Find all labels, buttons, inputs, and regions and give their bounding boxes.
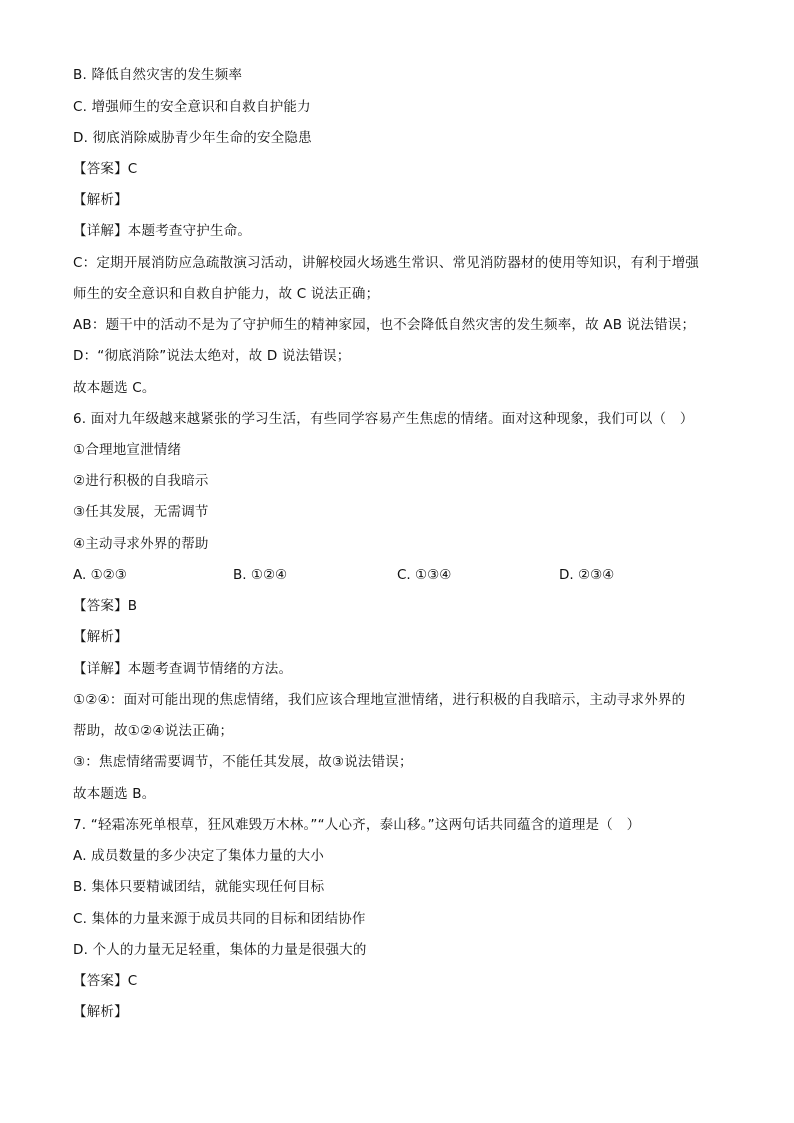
q6-item-4: ④主动寻求外界的帮助 <box>73 536 209 552</box>
q7-option-b: B. 集体只要精诚团结，就能实现任何目标 <box>73 879 325 895</box>
q5-detail-line-1: C：定期开展消防应急疏散演习活动，讲解校园火场逃生常识、常见消防器材的使用等知识，有利于增强 <box>73 255 700 271</box>
q6-detail-line-3: ③：焦虑情绪需要调节，不能任其发展，故③说法错误； <box>73 754 413 770</box>
q5-option-d: D. 彻底消除威胁青少年生命的安全隐患 <box>73 130 312 146</box>
q6-option-d: D. ②③④ <box>559 567 615 583</box>
q7-option-c: C. 集体的力量来源于成员共同的目标和团结协作 <box>73 911 366 927</box>
q5-conclusion: 故本题选 C。 <box>73 380 156 396</box>
q5-detail-line-3: AB：题干中的活动不是为了守护师生的精神家园，也不会降低自然灾害的发生频率，故 AB 说法错误； <box>73 317 696 333</box>
q5-option-c: C. 增强师生的安全意识和自救自护能力 <box>73 99 311 115</box>
q6-detail-line-2: 帮助，故①②④说法正确； <box>73 723 234 739</box>
q6-conclusion: 故本题选 B。 <box>73 786 156 802</box>
q7-option-a: A. 成员数量的多少决定了集体力量的大小 <box>73 848 325 864</box>
q7-analysis-heading: 【解析】 <box>73 1004 128 1020</box>
q6-option-c: C. ①③④ <box>397 567 452 583</box>
q6-item-3: ③任其发展，无需调节 <box>73 504 209 520</box>
q5-option-b: B. 降低自然灾害的发生频率 <box>73 67 243 83</box>
q6-answer: 【答案】B <box>73 598 138 614</box>
q5-detail-line-2: 师生的安全意识和自救自护能力，故 C 说法正确； <box>73 286 380 302</box>
q6-item-2: ②进行积极的自我暗示 <box>73 473 209 489</box>
q7-option-d: D. 个人的力量无足轻重，集体的力量是很强大的 <box>73 942 367 958</box>
q6-item-1: ①合理地宣泄情绪 <box>73 442 182 458</box>
q6-options-row <box>73 566 713 584</box>
q6-stem: 6. 面对九年级越来越紧张的学习生活，有些同学容易产生焦虑的情绪。面对这种现象，我们可以（ ） <box>73 411 694 427</box>
q6-analysis-heading: 【解析】 <box>73 629 128 645</box>
q7-stem: 7. “轻霜冻死单根草，狂风难毁万木林。”“人心齐，泰山移。”这两句话共同蕴含的道理是（ ） <box>73 817 641 833</box>
q6-option-b: B. ①②④ <box>233 567 288 583</box>
q5-detail-heading: 【详解】本题考查守护生命。 <box>73 223 252 239</box>
q6-option-a: A. ①②③ <box>73 567 127 583</box>
q5-analysis-heading: 【解析】 <box>73 192 128 208</box>
q5-detail-line-4: D：“彻底消除”说法太绝对，故 D 说法错误； <box>73 348 351 364</box>
q6-detail-heading: 【详解】本题考查调节情绪的方法。 <box>73 661 293 677</box>
q7-answer: 【答案】C <box>73 973 138 989</box>
q6-detail-line-1: ①②④：面对可能出现的焦虑情绪，我们应该合理地宣泄情绪，进行积极的自我暗示，主动寻求外界的 <box>73 692 686 708</box>
q5-answer: 【答案】C <box>73 161 138 177</box>
